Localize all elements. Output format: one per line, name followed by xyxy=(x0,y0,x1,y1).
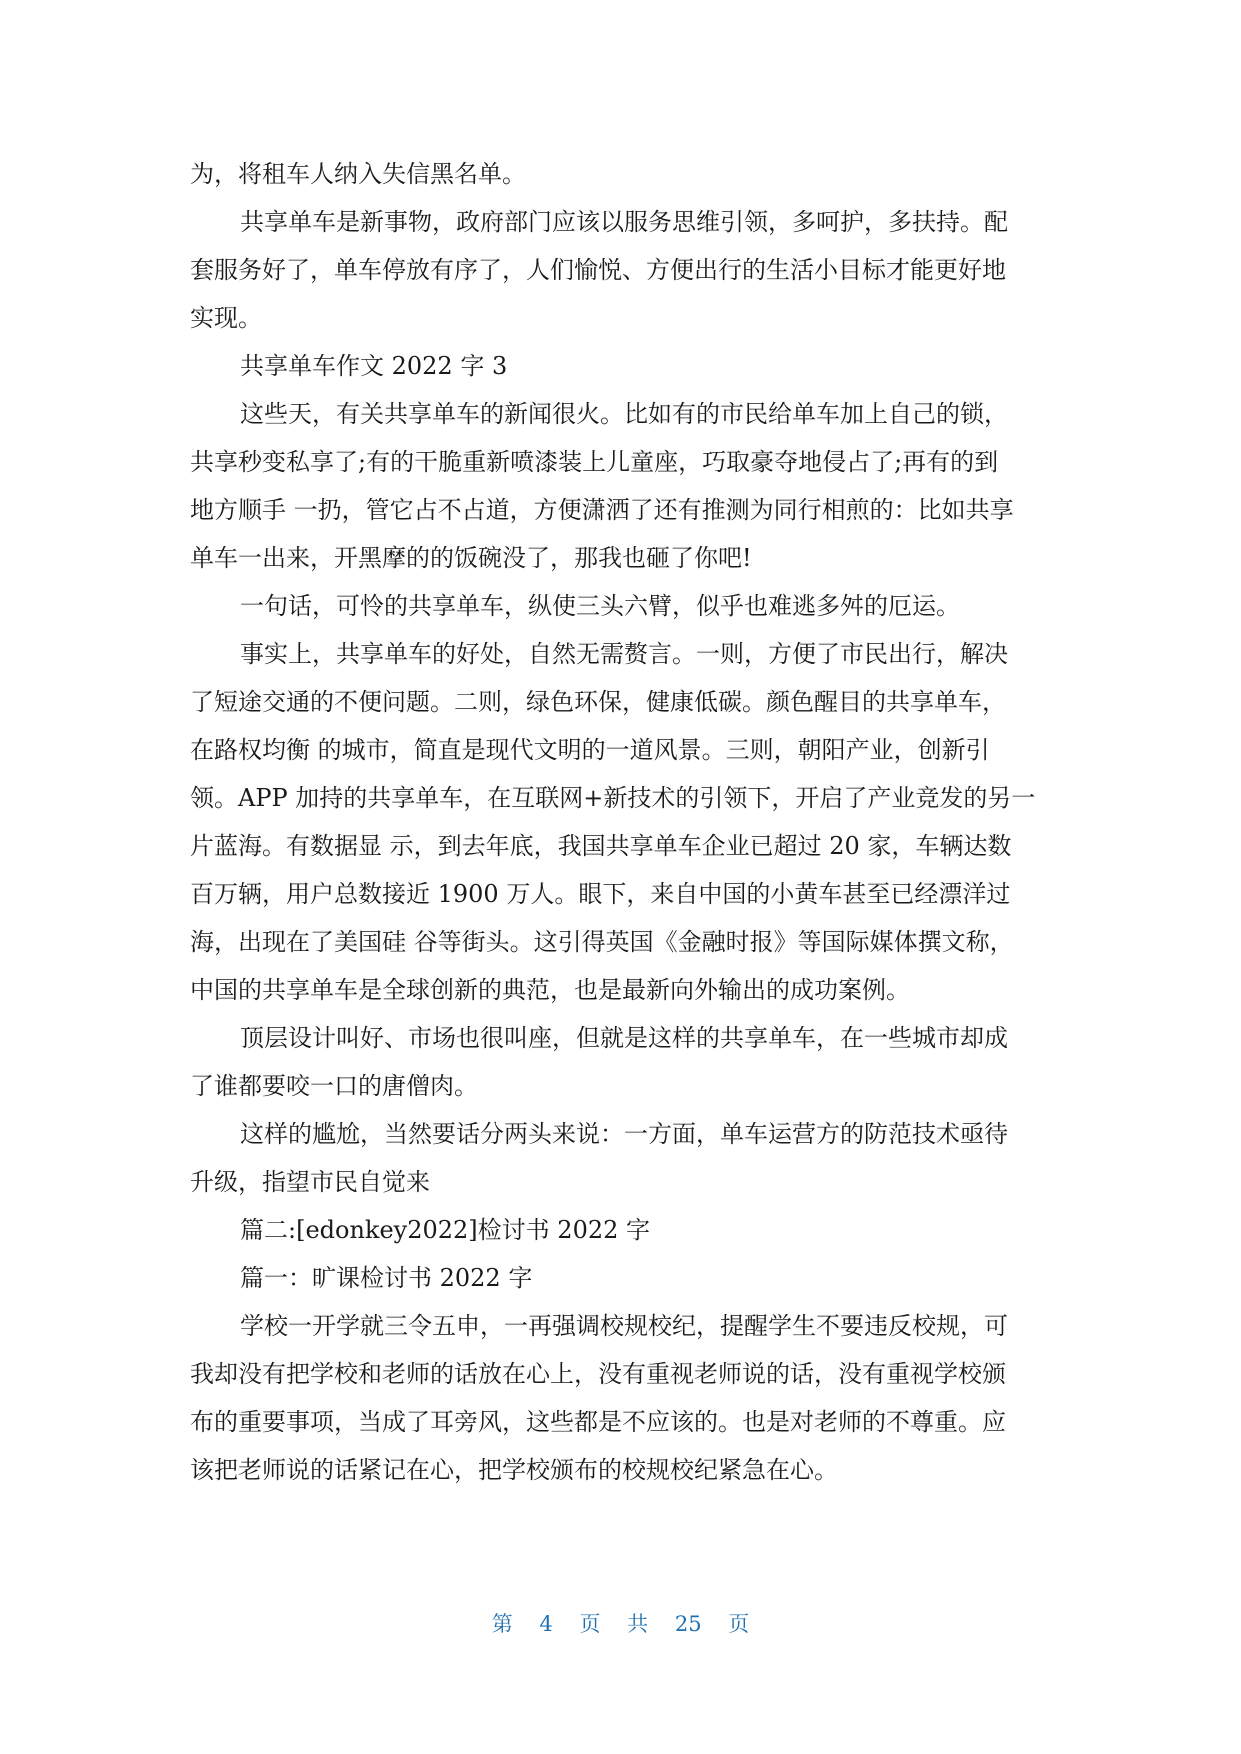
section-heading: 篇二:[edonkey2022]检讨书 2022 字 xyxy=(240,1216,651,1244)
text-line: 这样的尴尬，当然要话分两头来说：一方面，单车运营方的防范技术亟待 xyxy=(240,1120,1008,1148)
text-line: 实现。 xyxy=(190,304,262,332)
text-line: 布的重要事项，当成了耳旁风，这些都是不应该的。也是对老师的不尊重。应 xyxy=(190,1408,1006,1436)
footer-label-gong: 共 xyxy=(627,1612,649,1636)
text-line: 单车一出来，开黑摩的的饭碗没了，那我也砸了你吧! xyxy=(190,544,752,572)
current-page-number: 4 xyxy=(539,1612,553,1636)
text-line: 在路权均衡 的城市，简直是现代文明的一道风景。三则，朝阳产业，创新引 xyxy=(190,736,990,764)
text-line: 升级，指望市民自觉来 xyxy=(190,1168,430,1196)
text-line: 套服务好了，单车停放有序了，人们愉悦、方便出行的生活小目标才能更好地 xyxy=(190,256,1006,284)
text-line: 地方顺手 一扔，管它占不占道，方便潇洒了还有推测为同行相煎的：比如共享 xyxy=(190,496,1014,524)
text-line: 一句话，可怜的共享单车，纵使三头六臂，似乎也难逃多舛的厄运。 xyxy=(240,592,960,620)
text-line: 顶层设计叫好、市场也很叫座，但就是这样的共享单车，在一些城市却成 xyxy=(240,1024,1008,1052)
page-footer xyxy=(0,1608,1241,1638)
text-line: 学校一开学就三令五申，一再强调校规校纪，提醒学生不要违反校规，可 xyxy=(240,1312,1008,1340)
text-line: 这些天，有关共享单车的新闻很火。比如有的市民给单车加上自己的锁， xyxy=(240,400,1008,428)
text-line: 该把老师说的话紧记在心，把学校颁布的校规校纪紧急在心。 xyxy=(190,1456,838,1484)
text-line: 共享秒变私享了;有的干脆重新喷漆装上儿童座，巧取豪夺地侵占了;再有的到 xyxy=(190,448,999,476)
text-line: 事实上，共享单车的好处，自然无需赘言。一则，方便了市民出行，解决 xyxy=(240,640,1008,668)
section-heading: 共享单车作文 2022 字 3 xyxy=(240,352,508,380)
text-line: 了谁都要咬一口的唐僧肉。 xyxy=(190,1072,478,1100)
total-pages-number: 25 xyxy=(674,1612,702,1636)
text-line: 我却没有把学校和老师的话放在心上，没有重视老师说的话，没有重视学校颁 xyxy=(190,1360,1006,1388)
text-line: 中国的共享单车是全球创新的典范，也是最新向外输出的成功案例。 xyxy=(190,976,910,1004)
text-line: 领。APP 加持的共享单车，在互联网+新技术的引领下，开启了产业竞发的另一 xyxy=(190,784,1036,812)
text-line: 共享单车是新事物，政府部门应该以服务思维引领，多呵护，多扶持。配 xyxy=(240,208,1008,236)
text-line: 海，出现在了美国硅 谷等街头。这引得英国《金融时报》等国际媒体撰文称， xyxy=(190,928,1014,956)
section-heading: 篇一：旷课检讨书 2022 字 xyxy=(240,1264,533,1292)
footer-label-ye: 页 xyxy=(579,1612,601,1636)
text-line: 为，将租车人纳入失信黑名单。 xyxy=(190,160,526,188)
document-body xyxy=(190,150,1055,1494)
footer-label-ye-end: 页 xyxy=(728,1612,750,1636)
text-line: 了短途交通的不便问题。二则，绿色环保，健康低碳。颜色醒目的共享单车， xyxy=(190,688,1006,716)
footer-label-di: 第 xyxy=(491,1612,513,1636)
text-line: 片蓝海。有数据显 示，到去年底，我国共享单车企业已超过 20 家，车辆达数 xyxy=(190,832,1012,860)
text-line: 百万辆，用户总数接近 1900 万人。眼下，来自中国的小黄车甚至已经漂洋过 xyxy=(190,880,1011,908)
